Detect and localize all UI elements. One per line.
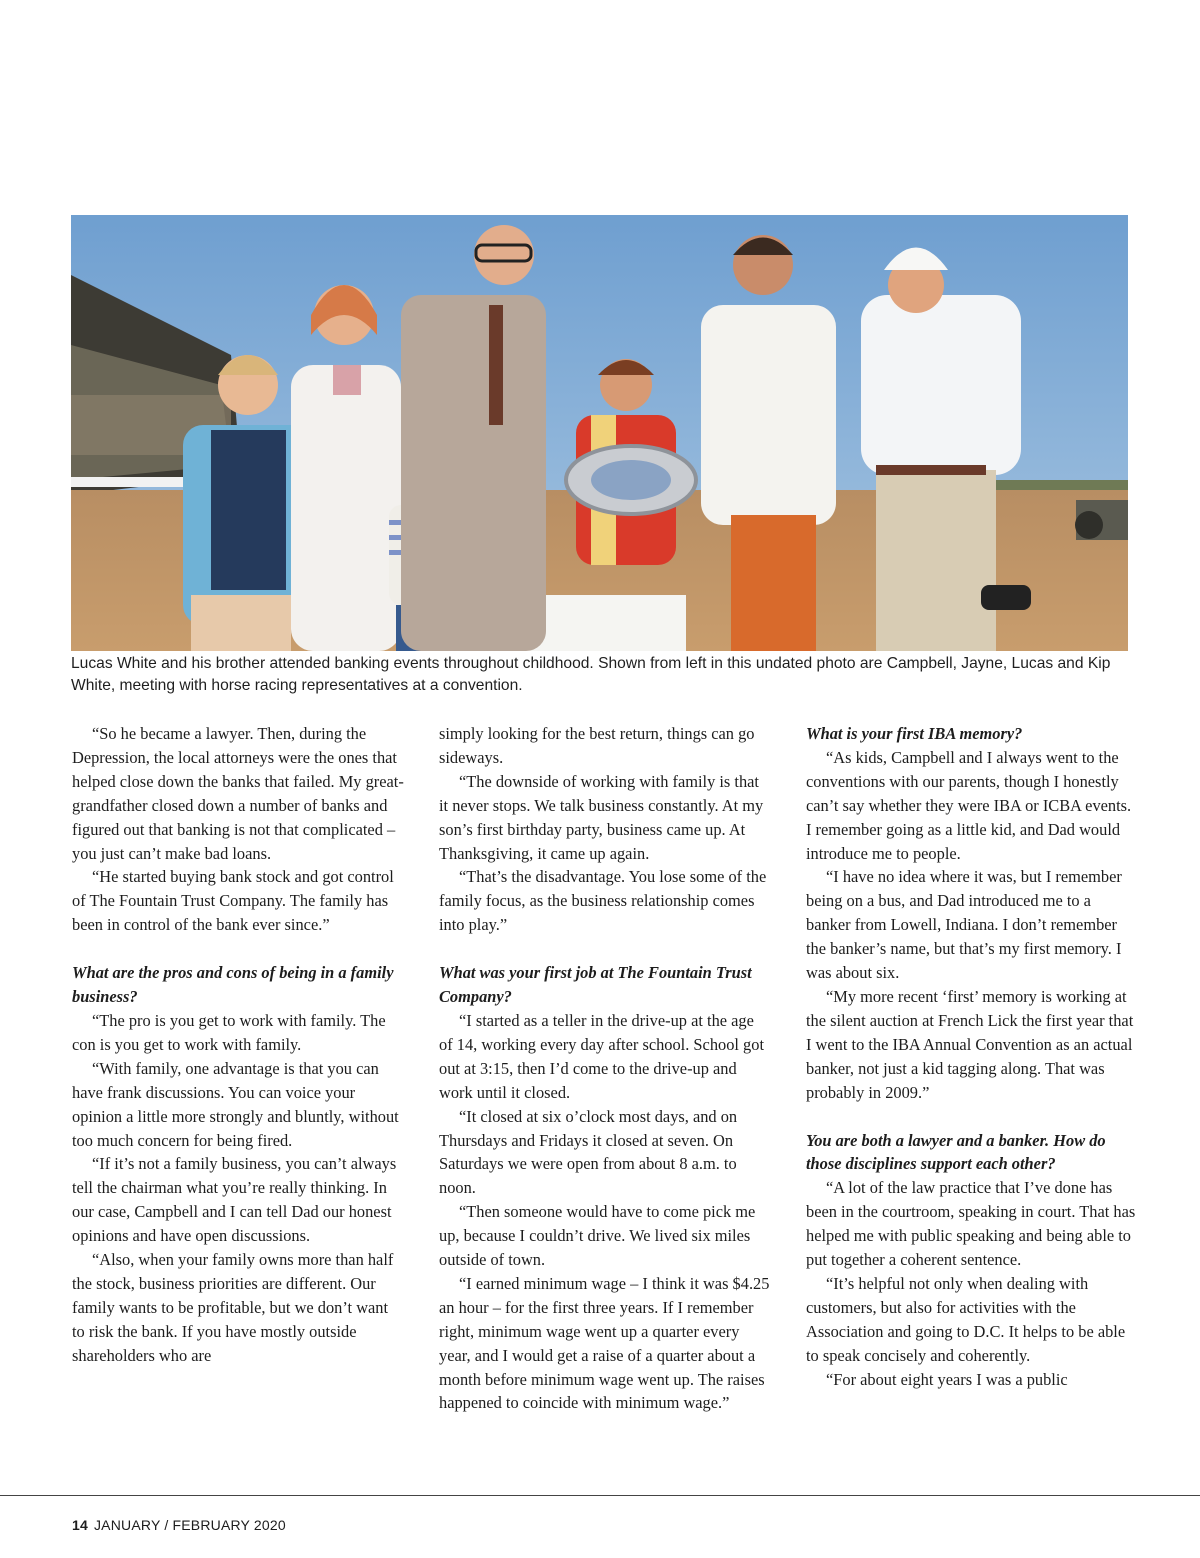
paragraph: “Also, when your family owns more than half the stock, business priorities are different. Our family wants to be profitable, but we don’t want to risk the bank. If you have mostly outside shareholders who are	[72, 1250, 394, 1365]
paragraph: “I earned minimum wage – I think it was $4.25 an hour – for the first three years. If I remember right, minimum wage went up a quarter every year, and I would get a raise of a quarter about a month before minimum wage went up. The raises happened to coincide with minimum wage.”	[439, 1273, 770, 1413]
paragraph: “The pro is you get to work with family. The con is you get to work with family.	[72, 1010, 386, 1054]
paragraph: “That’s the disadvantage. You lose some of the family focus, as the business relationship comes into play.”	[439, 867, 767, 935]
interview-question: You are both a lawyer and a banker. How do those disciplines support each other?	[806, 1130, 1106, 1174]
page-number: 14	[72, 1517, 88, 1533]
article-column-1	[72, 722, 404, 1368]
paragraph: “My more recent ‘first’ memory is working at the silent auction at French Lick the first year that I went to the IBA Annual Convention as an actual banker, not just a kid tagging along. That was probably in 2009.”	[806, 986, 1134, 1102]
interview-question: What is your first IBA memory?	[806, 724, 1023, 743]
paragraph: “It closed at six o’clock most days, and on Thursdays and Fridays it closed at seven. On Saturdays we were open from about 8 a.m. to noon.	[439, 1106, 738, 1198]
interview-question: What was your first job at The Fountain Trust Company?	[439, 963, 752, 1007]
paragraph: “So he became a lawyer. Then, during the Depression, the local attorneys were the ones that helped close down the banks that failed. My great-grandfather closed down a number of banks and figured out that banking is not that complicated – you just can’t make bad loans.	[72, 724, 404, 863]
interview-question: What are the pros and cons of being in a family business?	[72, 963, 394, 1007]
article-column-2	[439, 722, 771, 1415]
photo-caption: Lucas White and his brother attended banking events throughout childhood. Shown from left in this undated photo are Campbell, Jayne, Lucas and Kip White, meeting with horse racing representatives at a convention.	[71, 655, 1111, 694]
issue-date: JANUARY / FEBRUARY 2020	[93, 1517, 286, 1533]
paragraph: “If it’s not a family business, you can’t always tell the chairman what you’re really thinking. In our case, Campbell and I can tell Dad our honest opinions and have open discussions.	[72, 1154, 397, 1246]
paragraph: “I have no idea where it was, but I remember being on a bus, and Dad introduced me to a banker from Lowell, Indiana. I don’t remember the banker’s name, but that’s my first memory. I was about six.	[806, 867, 1122, 983]
page-footer	[72, 1517, 286, 1533]
paragraph: “As kids, Campbell and I always went to the conventions with our parents, though I honestly can’t say whether they were IBA or ICBA events. I remember going as a little kid, and Dad would introduce me to people.	[806, 747, 1132, 863]
paragraph: “For about eight years I was a public	[826, 1369, 1068, 1389]
paragraph: “He started buying bank stock and got control of The Fountain Trust Company. The family has been in control of the bank ever since.”	[72, 867, 394, 935]
paragraph: “With family, one advantage is that you can have frank discussions. You can voice your opinion a little more strongly and bluntly, without too much concern for being fired.	[72, 1058, 399, 1150]
paragraph: “A lot of the law practice that I’ve done has been in the courtroom, speaking in court. That has helped me with public speaking and being able to put together a coherent sentence.	[806, 1178, 1136, 1270]
paragraph: simply looking for the best return, things can go sideways.	[439, 724, 755, 767]
paragraph: “I started as a teller in the drive-up at the age of 14, working every day after school. School got out at 3:15, then I’d come to the drive-up and work until it closed.	[439, 1010, 765, 1102]
article-column-3	[806, 722, 1138, 1391]
paragraph: “Then someone would have to come pick me up, because I couldn’t drive. We lived six miles outside of town.	[439, 1202, 756, 1270]
paragraph: “The downside of working with family is that it never stops. We talk business constantly. At my son’s first birthday party, business came up. At Thanksgiving, it came up again.	[439, 771, 764, 863]
footer-rule	[0, 1495, 1200, 1496]
article-photo	[71, 215, 1128, 651]
photo-illustration	[71, 215, 1128, 651]
paragraph: “It’s helpful not only when dealing with customers, but also for activities with the Association and going to D.C. It helps to be able to speak concisely and coherently.	[806, 1273, 1126, 1365]
